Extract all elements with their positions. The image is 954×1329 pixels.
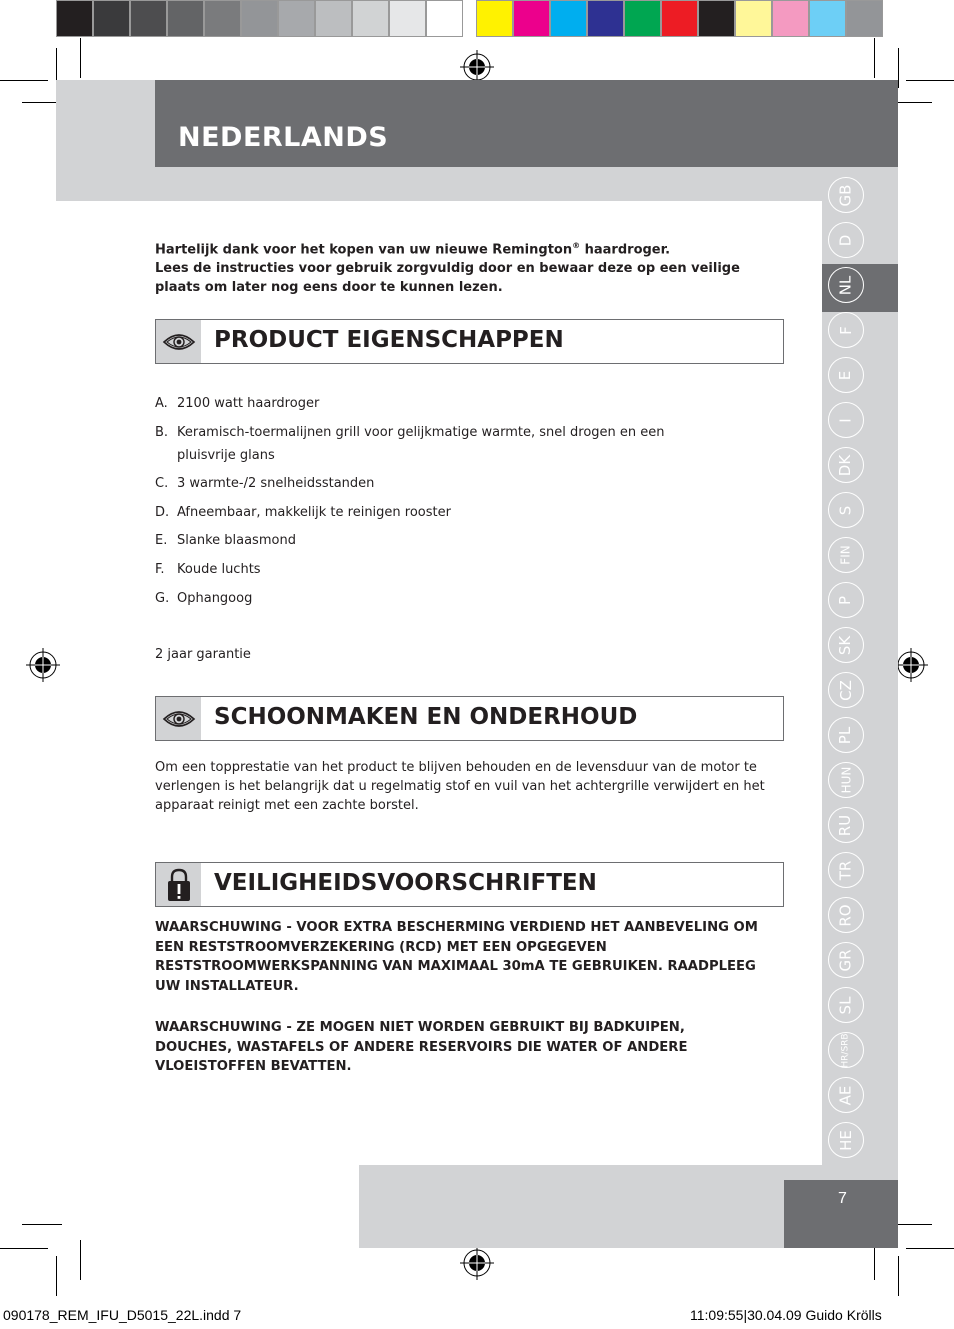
language-tab-pl[interactable] [828, 717, 864, 753]
color-swatch [476, 0, 513, 37]
crop-mark [906, 1248, 954, 1249]
language-tab-label: I [836, 417, 855, 423]
color-swatch [846, 0, 883, 37]
list-item [155, 529, 715, 552]
section-header-features [155, 319, 784, 364]
color-swatch [550, 0, 587, 37]
color-swatch [513, 0, 550, 37]
list-item-text: Keramisch-toermalijnen grill voor gelijkmatige warmte, snel drogen en een pluisvrije glans [177, 424, 665, 463]
language-tab-label: CZ [836, 679, 855, 701]
eye-icon [156, 697, 201, 740]
section-header-cleaning [155, 696, 784, 741]
crop-mark [906, 80, 954, 81]
list-item-text: Slanke blaasmond [177, 533, 296, 549]
registration-mark-icon [26, 648, 60, 682]
color-swatch [167, 0, 204, 37]
color-calibration-bar [56, 0, 898, 40]
language-tab-label: DK [836, 454, 855, 476]
list-item-text: 2100 watt haardroger [177, 396, 320, 411]
language-tab-label: S [836, 505, 855, 515]
color-swatch [241, 0, 278, 37]
color-swatch [624, 0, 661, 37]
section-header-safety [155, 862, 784, 907]
list-item [155, 501, 715, 524]
section-title-features: PRODUCT EIGENSCHAPPEN [214, 327, 564, 353]
padlock-warning-icon [156, 863, 201, 906]
crop-mark [874, 38, 875, 78]
language-tab-label: F [836, 325, 855, 335]
list-item-key: G. [155, 590, 170, 606]
language-tab-label: D [836, 234, 855, 246]
language-tab-strip-edge [870, 167, 898, 1167]
language-tab-cz[interactable] [828, 672, 864, 708]
language-tab-label: NL [836, 275, 855, 295]
language-tab-sk[interactable] [828, 627, 864, 663]
list-item-key: A. [155, 396, 168, 411]
language-tab-dk[interactable] [828, 447, 864, 483]
crop-mark [0, 1248, 48, 1249]
registration-mark-icon [460, 1246, 494, 1280]
language-tab-label: GR [836, 948, 855, 972]
language-tab-label: PL [836, 726, 855, 744]
language-tab-label: AE [836, 1085, 855, 1105]
language-tab-label: RU [836, 814, 855, 836]
language-tab-gb[interactable] [828, 177, 864, 213]
list-item-key: C. [155, 476, 169, 492]
page-number: 7 [838, 1190, 847, 1207]
warranty-text: 2 jaar garantie [155, 647, 251, 662]
feature-list [155, 392, 715, 615]
language-tab-label: SK [836, 635, 855, 655]
registration-mark-icon [894, 648, 928, 682]
registered-mark: ® [572, 241, 581, 250]
language-tab-label: E [836, 370, 855, 380]
registration-mark-icon [460, 50, 494, 84]
intro-line2: Lees de instructies voor gebruik zorgvuldig door en bewaar deze op een veilige plaats om later nog eens door te kunnen lezen. [155, 261, 740, 296]
color-swatch [772, 0, 809, 37]
crop-mark [56, 1256, 57, 1296]
page-title: NEDERLANDS [178, 122, 389, 153]
print-slug-timestamp: 11:09:55|30.04.09 Guido Krölls [690, 1307, 882, 1323]
crop-mark [892, 1224, 932, 1225]
language-tab-label: FIN [838, 545, 853, 565]
color-swatch [93, 0, 130, 37]
crop-mark [0, 80, 48, 81]
list-item-key: D. [155, 504, 170, 520]
crop-mark [898, 1256, 899, 1296]
color-swatch [130, 0, 167, 37]
section-title-cleaning: SCHOONMAKEN EN ONDERHOUD [214, 704, 638, 730]
list-item [155, 392, 715, 415]
language-tab-label: HE [836, 1129, 855, 1151]
intro-text [155, 236, 785, 297]
list-item [155, 558, 715, 581]
intro-line1-end: haardroger. [580, 242, 671, 258]
language-tab-fin[interactable] [828, 537, 864, 573]
list-item-text: Ophangoog [177, 590, 253, 606]
color-swatch [587, 0, 624, 37]
list-item-key: F. [155, 561, 165, 577]
print-slug-file: 090178_REM_IFU_D5015_22L.indd 7 [3, 1307, 242, 1323]
language-tab-e[interactable] [828, 357, 864, 393]
crop-mark [898, 48, 899, 88]
language-tab-hr-srb[interactable] [828, 1032, 864, 1068]
color-swatch [204, 0, 241, 37]
language-tab-label: P [836, 595, 855, 605]
language-tab-he[interactable] [828, 1122, 864, 1158]
warning-water: WAARSCHUWING - ZE MOGEN NIET WORDEN GEBRUIKT BIJ BADKUIPEN, DOUCHES, WASTAFELS OF ANDERE RESERVOIRS DIE WATER OF ANDERE VLOEISTOFFEN BEVATTEN. [155, 1020, 688, 1074]
color-swatch [315, 0, 352, 37]
language-tab-gr[interactable] [828, 942, 864, 978]
color-swatch [698, 0, 735, 37]
list-item-text: 3 warmte-/2 snelheidsstanden [177, 476, 375, 492]
color-swatch [735, 0, 772, 37]
language-tab-label: RO [836, 903, 855, 927]
crop-mark [80, 38, 81, 78]
list-item-text: Afneembaar, makkelijk te reinigen rooster [177, 504, 451, 520]
language-tab-sl[interactable] [828, 987, 864, 1023]
color-swatch [389, 0, 426, 37]
language-tab-label: HUN [838, 766, 853, 794]
language-tab-label: GB [836, 184, 855, 206]
intro-line1: Hartelijk dank voor het kopen van uw nieuwe Remington [155, 242, 573, 258]
language-tab-s[interactable] [828, 492, 864, 528]
color-swatch [56, 0, 93, 37]
eye-icon [156, 320, 201, 363]
warning-rcd: WAARSCHUWING - VOOR EXTRA BESCHERMING VERDIEND HET AANBEVELING OM EEN RESTSTROOMVERZEKERING (RCD) MET EEN OPGEGEVEN RESTSTROOMWERKSPANNING VAN MAXIMAAL 30mA TE GEBRUIKEN. RAADPLEEG UW INSTALLATEUR. [155, 920, 758, 994]
language-tab-hun[interactable] [828, 762, 864, 798]
color-swatch [426, 0, 463, 37]
list-item [155, 421, 715, 467]
color-swatch [809, 0, 846, 37]
language-tab-d[interactable] [828, 222, 864, 258]
crop-mark [892, 102, 932, 103]
color-swatch [352, 0, 389, 37]
list-item-key: E. [155, 533, 168, 549]
color-swatch [661, 0, 698, 37]
list-item-key: B. [155, 424, 169, 440]
language-tab-ae[interactable] [828, 1077, 864, 1113]
section-title-safety: VEILIGHEIDSVOORSCHRIFTEN [214, 870, 597, 896]
language-tab-ru[interactable] [828, 807, 864, 843]
list-item [155, 472, 715, 495]
list-item-text: Koude luchts [177, 561, 261, 577]
language-tab-f[interactable] [828, 312, 864, 348]
language-tab-p[interactable] [828, 582, 864, 618]
language-tab-tr[interactable] [828, 852, 864, 888]
crop-mark [80, 1240, 81, 1280]
language-tab-label: TR [836, 860, 855, 880]
language-tab-label: SL [836, 996, 855, 1014]
cleaning-text: Om een topprestatie van het product te blijven behouden en de levensduur van de motor te verlengen is het belangrijk dat u regelmatig stof en vuil van het achtergrille verwijdert en het apparaat reinigt met een zachte borstel. [155, 760, 765, 813]
language-tab-nl[interactable] [828, 267, 864, 303]
crop-mark [22, 1224, 62, 1225]
list-item [155, 587, 715, 610]
language-tab-label: HR/SRB [840, 1032, 851, 1068]
language-tab-i[interactable] [828, 402, 864, 438]
language-tab-ro[interactable] [828, 897, 864, 933]
color-swatch [278, 0, 315, 37]
